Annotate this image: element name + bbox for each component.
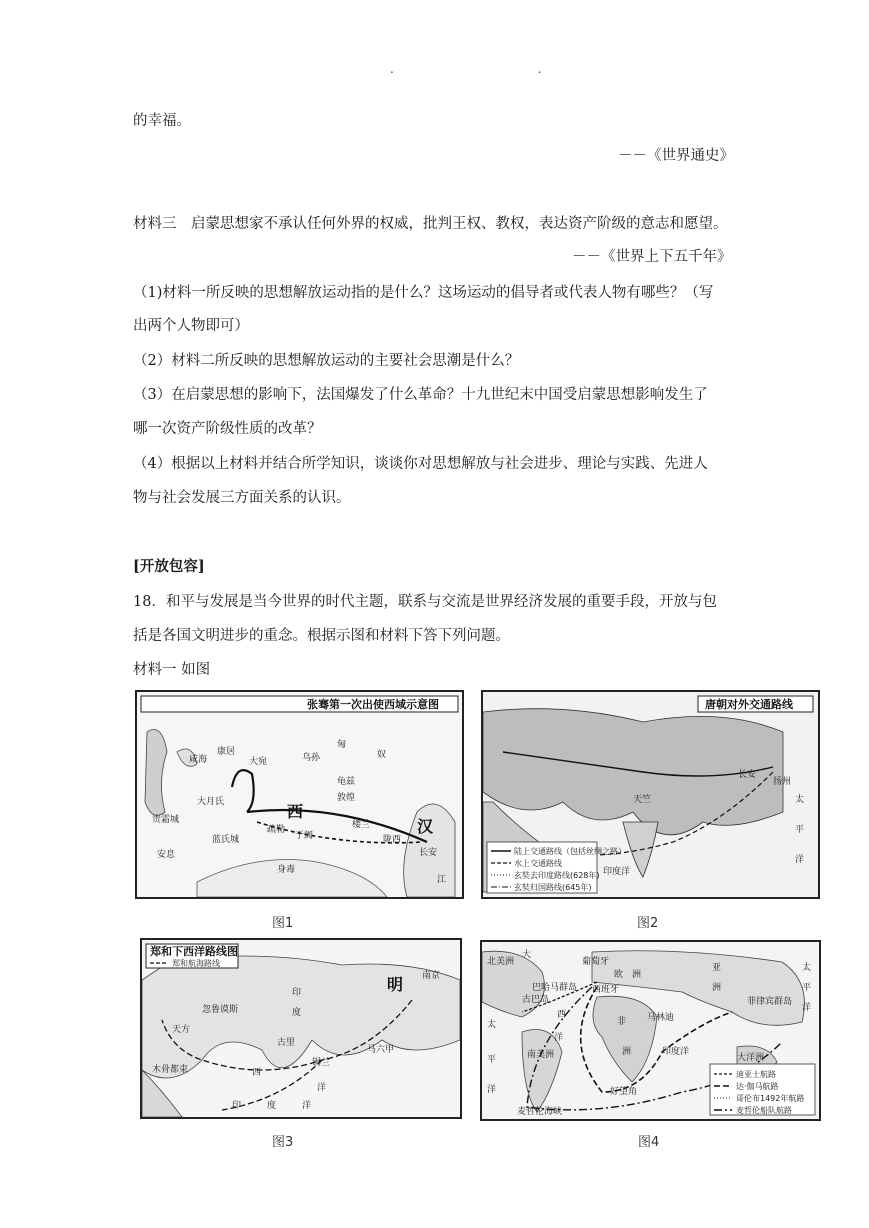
question-4-line-b: 物与社会发展三方面关系的认识。 — [133, 490, 351, 506]
map3-label-yin2: 印 — [232, 1101, 242, 1111]
source-citation-2: －－《世界通史》 — [618, 148, 734, 164]
map3-caption: 图3 — [272, 1135, 294, 1150]
map4-label-tai2: 太 — [487, 1020, 497, 1030]
map-zheng-he — [140, 938, 462, 1119]
text-line-happiness: 的幸福。 — [133, 113, 191, 129]
map4-label-spain: 西班牙 — [592, 985, 620, 995]
material-1-label: 材料一 如图 — [133, 662, 211, 678]
map3-label-nanjing: 南京 — [422, 971, 441, 981]
map1-label-longxi: 陇西 — [383, 835, 402, 845]
map4-label-philippines: 菲律宾群岛 — [747, 997, 793, 1007]
map-tang-routes — [481, 690, 820, 899]
map1-label-shule: 疏勒 — [267, 825, 286, 835]
map4-label-oceania: 大洋洲 — [737, 1053, 765, 1063]
map4-label-south-america: 南美洲 — [527, 1050, 555, 1060]
map4-legend-magellan: 麦哲伦船队航路 — [736, 1106, 792, 1115]
map2-legend-xuanzang-go: 玄奘去印度路线(628年) — [514, 871, 600, 880]
question-18-line-b: 括是各国文明进步的重念。根据示图和材料下答下列问题。 — [133, 628, 510, 644]
map4-legend-gama: 达·伽马航路 — [736, 1082, 779, 1091]
map3-label-xi: 西 — [252, 1068, 262, 1078]
map1-label-yutian: 于阗 — [295, 831, 314, 841]
map3-label-xilan: 锡兰 — [312, 1058, 331, 1068]
map1-label-loulan: 楼兰 — [352, 820, 371, 830]
map4-label-portugal: 葡萄牙 — [582, 957, 610, 967]
map1-label-wusun: 乌孙 — [302, 753, 321, 763]
question-1-line-a: （1)材料一所反映的思想解放运动指的是什么？这场运动的倡导者或代表人物有哪些？（写 — [133, 285, 714, 301]
map3-label-tianfang: 天方 — [172, 1025, 191, 1035]
map-zhang-qian — [135, 690, 464, 899]
material-3-text: 材料三 启蒙思想家不承认任何外界的权威，批判王权、教权，表达资产阶级的意志和愿望。 — [133, 216, 728, 232]
map4-label-zhou3: 洲 — [712, 983, 722, 993]
map3-label-guli: 古里 — [277, 1038, 296, 1048]
map2-title: 唐朝对外交通路线 — [705, 698, 793, 711]
map4-label-yang1: 洋 — [554, 1033, 564, 1043]
map1-label-lanshi: 蓝氏城 — [212, 835, 240, 845]
map3-label-ming: 明 — [387, 975, 404, 994]
map4-label-cuba: 古巴岛 — [522, 995, 550, 1005]
map1-label-guishuang: 贵霜城 — [152, 815, 180, 825]
question-4-line-a: （4）根据以上材料并结合所学知识，谈谈你对思想解放与社会进步、理论与实践、先进人 — [133, 456, 708, 472]
map3-label-yang2: 洋 — [302, 1101, 312, 1111]
map2-label-tianzhu: 天竺 — [633, 795, 652, 805]
source-citation-3: －－《世界上下五千年》 — [572, 249, 732, 265]
map1-label-nu: 奴 — [377, 750, 387, 760]
map4-label-yang2: 洋 — [802, 1003, 812, 1013]
map4-label-xi1: 西 — [557, 1010, 567, 1020]
map4-caption: 图4 — [638, 1135, 660, 1150]
map4-legend-dias: 迪亚士航路 — [736, 1070, 776, 1079]
map4-label-north-america: 北美洲 — [487, 957, 515, 967]
map4-label-fei: 非 — [617, 1017, 627, 1027]
map4-label-zhou1: 洲 — [632, 970, 642, 980]
map2-caption: 图2 — [637, 916, 659, 931]
map1-label-xiong: 匈 — [337, 740, 347, 750]
map1-label-anxi: 安息 — [157, 850, 176, 860]
map4-label-ou: 欧 — [614, 970, 624, 980]
map4-label-zhou2: 洲 — [622, 1047, 632, 1057]
question-3-line-b: 哪一次资产阶级性质的改革？ — [133, 421, 322, 437]
map4-label-bahamas: 巴哈马群岛 — [532, 983, 578, 993]
map1-label-dayuan: 大宛 — [249, 757, 268, 767]
map2-label-indian-ocean: 印度洋 — [603, 867, 631, 877]
question-2: （2）材料二所反映的思想解放运动的主要社会思潮是什么？ — [133, 353, 520, 369]
map3-label-yin1: 印 — [292, 988, 302, 998]
map4-label-ping1: 平 — [802, 983, 812, 993]
question-3-line-a: （3）在启蒙思想的影响下，法国爆发了什么革命？十九世纪末中国受启蒙思想影响发生了 — [133, 387, 708, 403]
map1-label-qiuci: 龟兹 — [337, 777, 356, 787]
map4-label-indian-ocean: 印度洋 — [662, 1047, 690, 1057]
map2-label-yangzhou: 扬州 — [773, 777, 792, 787]
map1-caption: 图1 — [272, 916, 294, 931]
map1-label-xi: 西 — [287, 802, 304, 821]
map4-legend-columbus: 哥伦布1492年航路 — [736, 1094, 805, 1103]
map2-label-ping: 平 — [795, 825, 805, 835]
map4-label-ya: 亚 — [712, 963, 722, 973]
map4-label-good-hope: 好望角 — [610, 1087, 638, 1097]
page-header-dots: . . — [390, 62, 612, 76]
map1-label-dayuezhi: 大月氏 — [197, 797, 225, 807]
map1-label-han: 汉 — [417, 817, 434, 836]
map3-title: 郑和下西洋路线图 — [150, 945, 238, 958]
question-1-line-b: 出两个人物即可） — [133, 318, 249, 334]
map3-label-hormuz: 忽鲁谟斯 — [202, 1005, 239, 1015]
map1-label-xianhai: 咸海 — [189, 755, 208, 765]
section-heading: [开放包容] — [133, 558, 205, 575]
map2-label-changan: 长安 — [738, 770, 757, 780]
map2-label-tai: 太 — [795, 795, 805, 805]
map1-label-jiang: 江 — [437, 875, 447, 885]
map3-label-du2: 度 — [267, 1101, 277, 1111]
map4-label-magellan-strait: 麦哲伦海峡 — [517, 1107, 563, 1117]
map4-label-tai1: 太 — [802, 963, 812, 973]
map3-legend-route: 郑和航海路线 — [172, 959, 220, 968]
map1-label-shendu: 身毒 — [277, 865, 296, 875]
map4-label-ping2: 平 — [487, 1055, 497, 1065]
question-18-line-a: 18．和平与发展是当今世界的时代主题，联系与交流是世界经济发展的重要手段，开放与包 — [133, 594, 717, 610]
map1-label-dunhuang: 敦煌 — [337, 793, 356, 803]
map3-label-mogadishu: 木骨都束 — [152, 1065, 189, 1075]
map2-label-yang: 洋 — [795, 855, 805, 865]
map3-label-du1: 度 — [292, 1008, 302, 1018]
map4-label-yang3: 洋 — [487, 1085, 497, 1095]
map4-label-malindi: 马林迪 — [647, 1013, 675, 1023]
map-new-routes — [480, 940, 821, 1121]
map1-label-changan: 长安 — [419, 848, 438, 858]
map1-title: 张骞第一次出使西域示意图 — [307, 698, 439, 711]
map2-legend-xuanzang-return: 玄奘归国路线(645年) — [514, 883, 592, 892]
map4-label-da1: 大 — [522, 950, 532, 960]
map3-label-malacca: 马六甲 — [367, 1045, 395, 1055]
map2-legend-land: 陆上交通路线（包括丝绸之路） — [514, 847, 626, 856]
map2-legend-sea: 水上交通路线 — [514, 859, 562, 868]
map1-label-kangju: 康居 — [217, 747, 236, 757]
map3-label-yang: 洋 — [317, 1083, 327, 1093]
